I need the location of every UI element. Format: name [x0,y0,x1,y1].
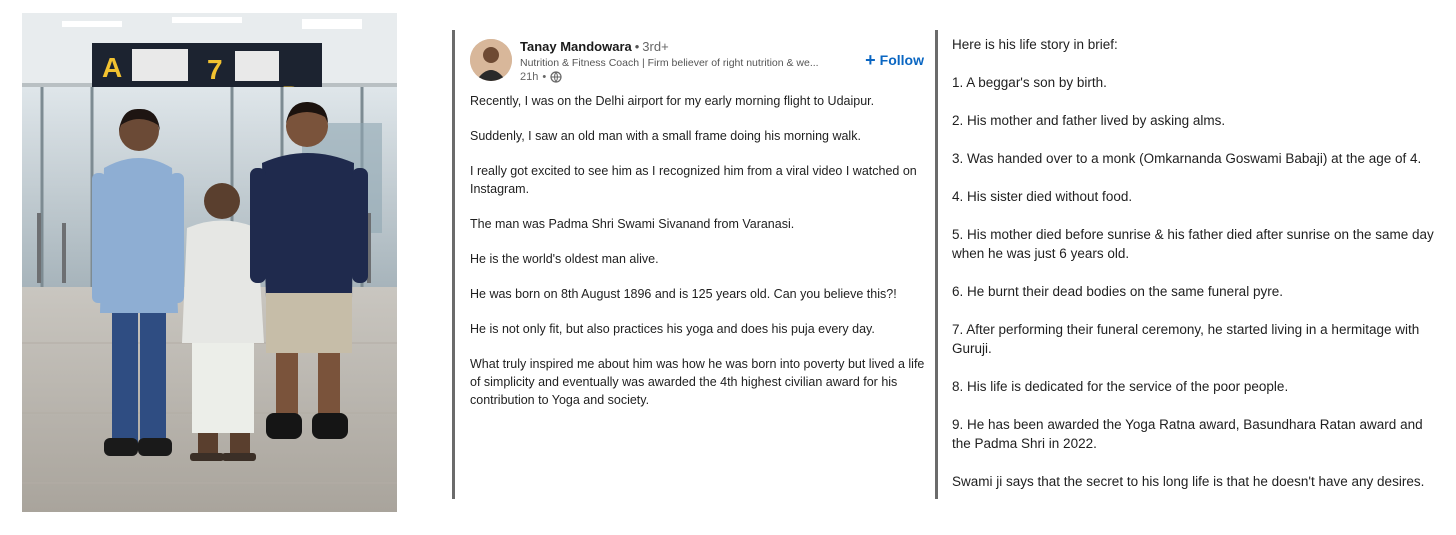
airport-photo [22,13,397,512]
post-body [470,92,930,409]
separator-dot: • [634,39,640,54]
story-item: 4. His sister died without food. [952,189,1133,204]
gate-sign-7: 7 [207,54,223,85]
story-item: 1. A beggar's son by birth. [952,75,1107,90]
author-name[interactable]: Tanay Mandowara [520,39,632,54]
gate-sign-a: A [102,52,123,83]
life-story [952,35,1434,510]
story-item: 2. His mother and father lived by asking alms. [952,113,1226,128]
avatar[interactable] [470,39,512,81]
globe-icon [550,71,562,83]
post-paragraph: I really got excited to see him as I recognized him from a viral video I watched on Instagram. [470,164,917,196]
post-paragraph: Recently, I was on the Delhi airport for my early morning flight to Udaipur. [470,94,875,108]
story-item: 5. His mother died before sunrise & his father died after sunrise on the same day when he was just 6 years old. [952,227,1434,261]
follow-button[interactable] [865,52,924,68]
separator-dot: • [542,71,547,83]
author-headline: Nutrition & Fitness Coach | Firm believer of right nutrition & we... [520,57,819,69]
avatar-image [470,39,512,81]
linkedin-post [470,36,930,426]
author-line [520,39,669,54]
follow-label: Follow [879,52,924,68]
divider-right [935,30,938,499]
plus-icon: + [865,50,876,70]
post-paragraph: The man was Padma Shri Swami Sivanand from Varanasi. [470,217,795,231]
post-time: 21h [520,71,539,83]
post-paragraph: Suddenly, I saw an old man with a small frame doing his morning walk. [470,129,861,143]
post-header [470,36,930,88]
airport-photo-illustration [22,13,397,512]
story-item: 7. After performing their funeral ceremony, he started living in a hermitage with Guruji. [952,322,1420,356]
post-meta [520,71,562,83]
story-item: 3. Was handed over to a monk (Omkarnanda Goswami Babaji) at the age of 4. [952,151,1422,166]
post-paragraph: What truly inspired me about him was how he was born into poverty but lived a life of simplicity and eventually was awarded the 4th highest civilian award for his contribution to Yoga and society. [470,357,925,407]
connection-degree: 3rd+ [642,39,669,54]
story-intro: Here is his life story in brief: [952,37,1118,52]
post-paragraph: He is not only fit, but also practices his yoga and does his puja every day. [470,322,875,336]
story-closing: Swami ji says that the secret to his long life is that he doesn't have any desires. [952,474,1425,489]
story-item: 9. He has been awarded the Yoga Ratna award, Basundhara Ratan award and the Padma Shri in 2022. [952,417,1423,451]
story-item: 6. He burnt their dead bodies on the same funeral pyre. [952,284,1283,299]
story-item: 8. His life is dedicated for the service of the poor people. [952,379,1289,394]
post-paragraph: He was born on 8th August 1896 and is 125 years old. Can you believe this?! [470,287,897,301]
post-paragraph: He is the world's oldest man alive. [470,252,659,266]
divider-left [452,30,455,499]
